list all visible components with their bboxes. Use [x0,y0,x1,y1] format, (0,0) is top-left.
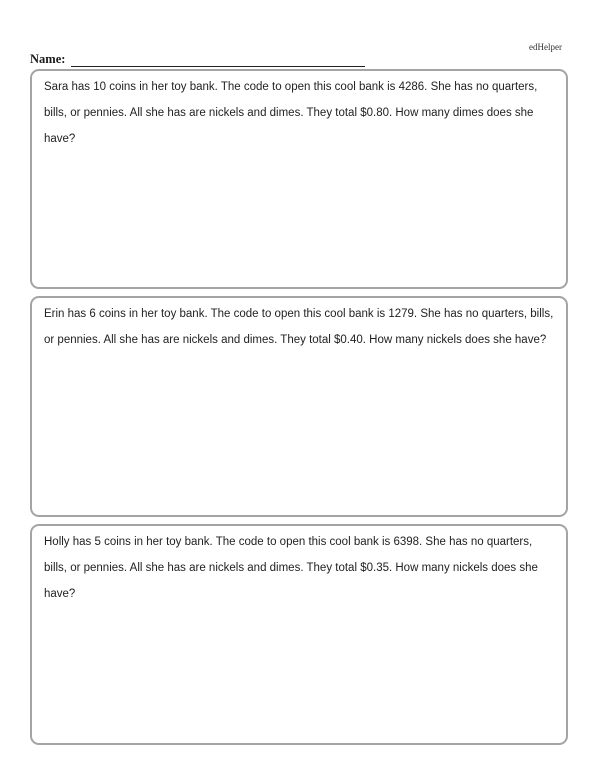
problem-text-3: Holly has 5 coins in her toy bank. The code to open this cool bank is 6398. She has no quarters, bills, or pennies. All she has are nickels and dimes. They total $0.35. How many nickels does she have? [44,536,538,600]
name-row [30,52,365,67]
problem-text-1: Sara has 10 coins in her toy bank. The code to open this cool bank is 4286. She has no quarters, bills, or pennies. All she has are nickels and dimes. They total $0.80. How many dimes does she have? [44,81,538,145]
name-label: Name: [30,52,66,66]
problem-box-1 [30,69,568,289]
problem-box-2 [30,296,568,517]
problem-text-2: Erin has 6 coins in her toy bank. The code to open this cool bank is 1279. She has no quarters, bills, or pennies. All she has are nickels and dimes. They total $0.40. How many nickels does she have? [44,308,554,346]
name-answer-line[interactable] [71,54,365,67]
problem-box-3 [30,524,568,745]
brand-label: edHelper [529,42,562,52]
